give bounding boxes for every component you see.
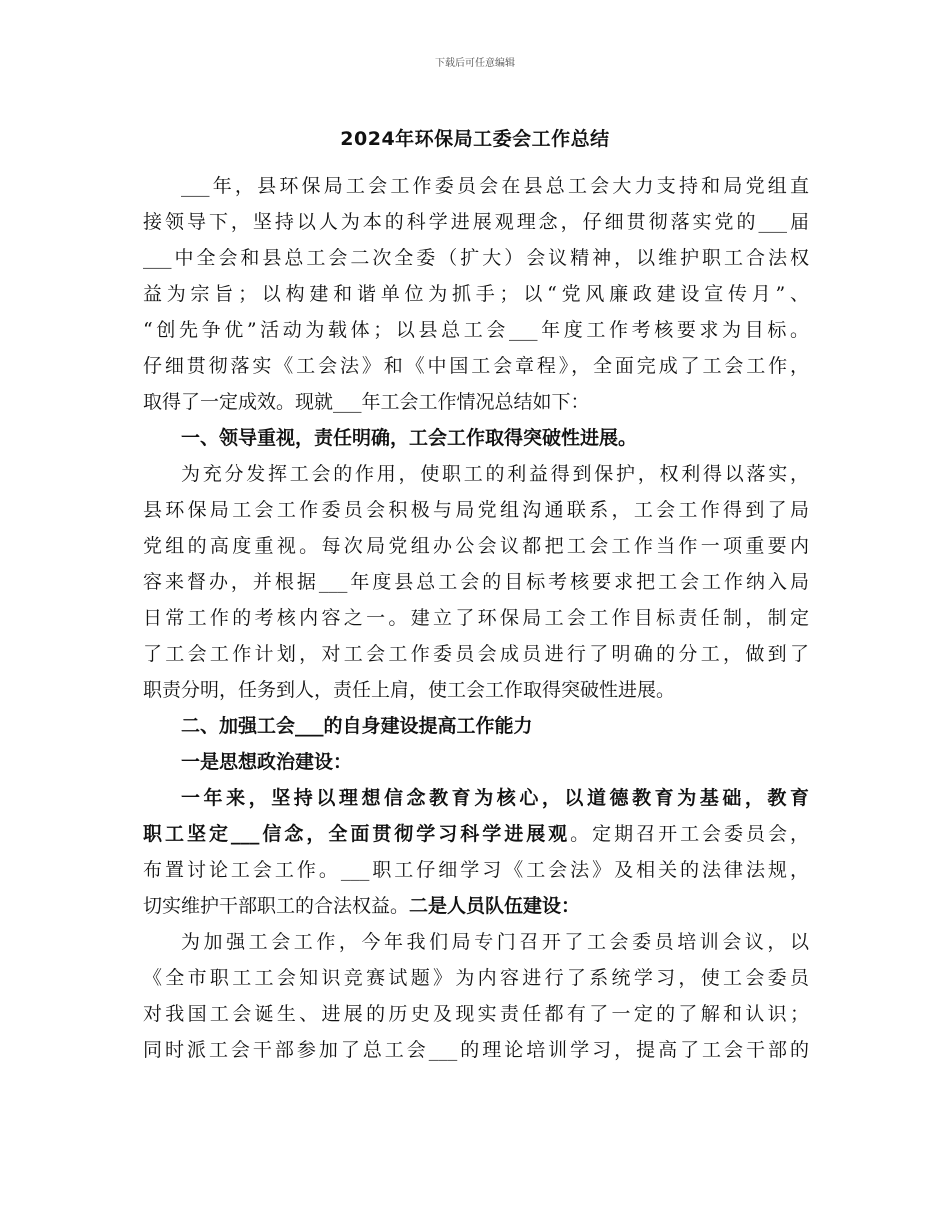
paragraph-line: 取得了一定成效。现就___年工会工作情况总结如下： bbox=[143, 391, 590, 413]
paragraph-line: 县环保局工会工作委员会积极与局党组沟通联系，工会工作得到了局 bbox=[143, 499, 809, 521]
document-body bbox=[143, 168, 809, 1068]
paragraph-line: 对我国工会诞生、进展的历史及现实责任都有了一定的了解和认识； bbox=[143, 1003, 809, 1025]
page-header-note: 下载后可任意编辑 bbox=[435, 58, 515, 69]
text-segment: 切实维护干部职工的合法权益。 bbox=[143, 895, 410, 917]
paragraph-line: 为加强工会工作，今年我们局专门召开了工会委员培训会议，以 bbox=[181, 931, 809, 953]
paragraph-line: 仔细贯彻落实《工会法》和《中国工会章程》，全面完成了工会工作， bbox=[143, 355, 809, 377]
paragraph-line bbox=[143, 888, 809, 924]
paragraph-line: 容来督办，并根据___年度县总工会的目标考核要求把工会工作纳入局 bbox=[143, 571, 809, 593]
text-segment: 二是人员队伍建设： bbox=[409, 895, 581, 917]
paragraph-line: “创先争优”活动为载体；以县总工会___年度工作考核要求为目标。 bbox=[143, 319, 809, 341]
text-segment: 。定期召开工会委员会， bbox=[570, 823, 809, 845]
paragraph-line: 同时派工会干部参加了总工会___的理论培训学习，提高了工会干部的 bbox=[143, 1039, 809, 1061]
document-title: 2024年环保局工委会工作总结 bbox=[340, 128, 610, 150]
paragraph-line: 为充分发挥工会的作用，使职工的利益得到保护，权利得以落实， bbox=[181, 463, 809, 485]
paragraph-line: 职责分明，任务到人，责任上肩，使工会工作取得突破性进展。 bbox=[143, 679, 676, 701]
paragraph-line: 益为宗旨；以构建和谐单位为抓手；以“党风廉政建设宣传月”、 bbox=[143, 283, 809, 305]
paragraph-line: ___年，县环保局工会工作委员会在县总工会大力支持和局党组直 bbox=[181, 175, 809, 197]
paragraph-line: 日常工作的考核内容之一。建立了环保局工会工作目标责任制，制定 bbox=[143, 607, 809, 629]
paragraph-line: 了工会工作计划，对工会工作委员会成员进行了明确的分工，做到了 bbox=[143, 643, 809, 665]
paragraph-line: 二、加强工会___的自身建设提高工作能力 bbox=[181, 715, 533, 737]
paragraph-line: 党组的高度重视。每次局党组办公会议都把工会工作当作一项重要内 bbox=[143, 535, 809, 557]
paragraph-line: ___中全会和县总工会二次全委（扩大）会议精神，以维护职工合法权 bbox=[143, 247, 809, 269]
paragraph-line: 《全市职工工会知识竞赛试题》为内容进行了系统学习，使工会委员 bbox=[143, 967, 809, 989]
paragraph-line: 一是思想政治建设： bbox=[181, 751, 353, 773]
paragraph-line: 一年来，坚持以理想信念教育为核心，以道德教育为基础，教育 bbox=[181, 787, 809, 809]
paragraph-line: 一、领导重视，责任明确，工会工作取得突破性进展。 bbox=[181, 427, 638, 449]
paragraph-line bbox=[143, 816, 809, 852]
paragraph-line: 接领导下，坚持以人为本的科学进展观理念，仔细贯彻落实党的___届 bbox=[143, 211, 809, 233]
text-segment: 职工坚定___信念，全面贯彻学习科学进展观 bbox=[143, 823, 571, 845]
paragraph-line: 布置讨论工会工作。___职工仔细学习《工会法》及相关的法律法规， bbox=[143, 859, 809, 881]
